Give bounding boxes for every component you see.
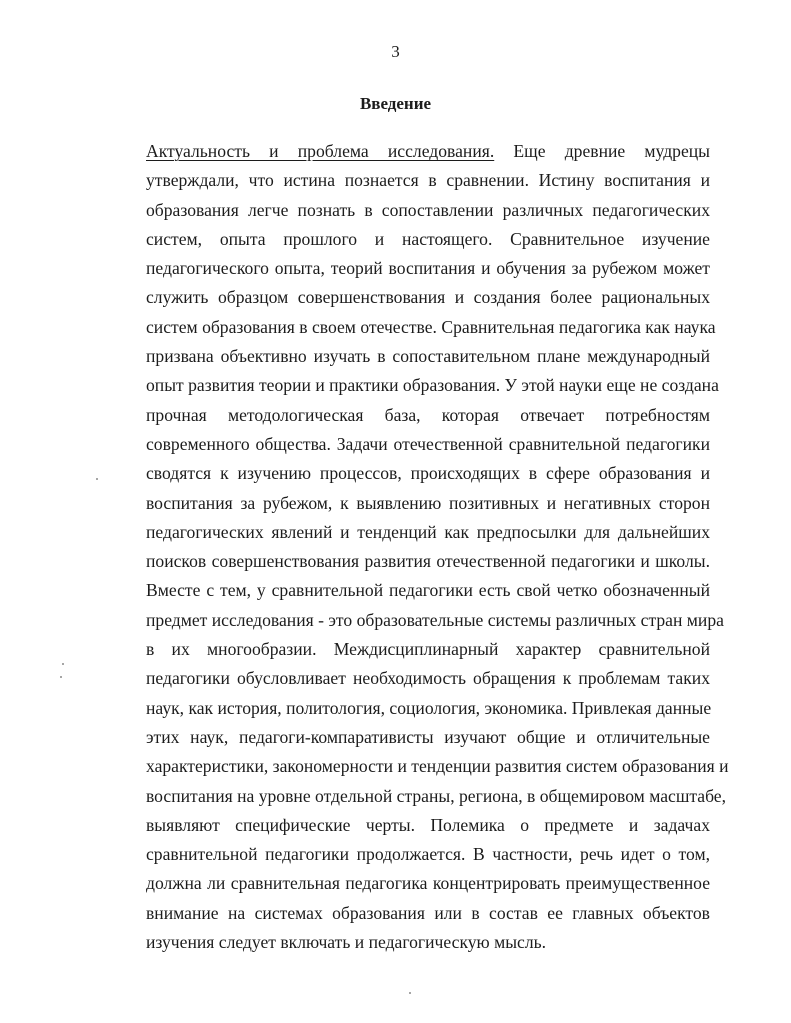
paragraph-line-15: поисков совершенствования развития отечественной педагогики и школы. <box>146 551 710 572</box>
paragraph-line-13: воспитания за рубежом, к выявлению позитивных и негативных сторон <box>146 492 710 513</box>
paragraph-line-3: образования легче познать в сопоставлении различных педагогических <box>146 199 710 220</box>
scan-speck <box>60 676 62 678</box>
paragraph-line-23: воспитания на уровне отдельной страны, региона, в общемировом масштабе, <box>146 785 727 806</box>
paragraph-line-5: педагогического опыта, теорий воспитания и обучения за рубежом может <box>146 258 710 279</box>
paragraph-line-20: наук, как история, политология, социология, экономика. Привлекая данные <box>146 697 712 718</box>
paragraph-line-25: сравнительной педагогики продолжается. В частности, речь идет о том, <box>146 844 710 865</box>
paragraph-line-11: современного общества. Задачи отечественной сравнительной педагогики <box>146 433 710 454</box>
paragraph-line-21: этих наук, педагоги-компаративисты изучают общие и отличительные <box>146 726 710 747</box>
paragraph-line-6: служить образцом совершенствования и создания более рациональных <box>146 287 710 308</box>
paragraph-line-19: педагогики обусловливает необходимость обращения к проблемам таких <box>146 668 710 689</box>
paragraph-line-1 <box>146 137 710 166</box>
paragraph-line-17: предмет исследования - это образовательные системы различных стран мира <box>146 609 724 630</box>
paragraph-line-12: сводятся к изучению процессов, происходящих в сфере образования и <box>146 463 710 484</box>
paragraph-line-1-rest: Еще древние мудрецы <box>494 141 711 161</box>
paragraph-line-22: характеристики, закономерности и тенденции развития систем образования и <box>146 756 729 777</box>
paragraph-line-7: систем образования в своем отечестве. Сравнительная педагогика как наука <box>146 316 716 337</box>
scan-speck <box>96 478 98 480</box>
paragraph-line-28: изучения следует включать и педагогическую мысль. <box>146 932 547 953</box>
paragraph-line-10: прочная методологическая база, которая отвечает потребностям <box>146 404 710 425</box>
paragraph-line-14: педагогических явлений и тенденций как предпосылки для дальнейших <box>146 521 710 542</box>
paragraph-line-24: выявляют специфические черты. Полемика о предмете и задачах <box>146 814 710 835</box>
paragraph-line-16: Вместе с тем, у сравнительной педагогики есть свой четко обозначенный <box>146 580 710 601</box>
paragraph-line-8: призвана объективно изучать в сопоставительном плане международный <box>146 346 710 367</box>
section-heading: Введение <box>359 94 432 113</box>
lead-phrase-underlined: Актуальность и проблема исследования. <box>146 141 495 161</box>
paragraph-line-4: систем, опыта прошлого и настоящего. Сравнительное изучение <box>146 228 710 249</box>
body-paragraph <box>146 137 729 957</box>
paragraph-line-18: в их многообразии. Междисциплинарный характер сравнительной <box>146 639 710 660</box>
paragraph-line-2: утверждали, что истина познается в сравнении. Истину воспитания и <box>146 170 710 191</box>
scan-speck <box>409 992 411 994</box>
paragraph-line-27: внимание на системах образования или в состав ее главных объектов <box>146 902 710 923</box>
page-number: 3 <box>391 42 400 61</box>
paragraph-line-26: должна ли сравнительная педагогика концентрировать преимущественное <box>146 873 710 894</box>
paragraph-line-9: опыт развития теории и практики образования. У этой науки еще не создана <box>146 375 719 396</box>
scan-speck <box>62 663 64 665</box>
